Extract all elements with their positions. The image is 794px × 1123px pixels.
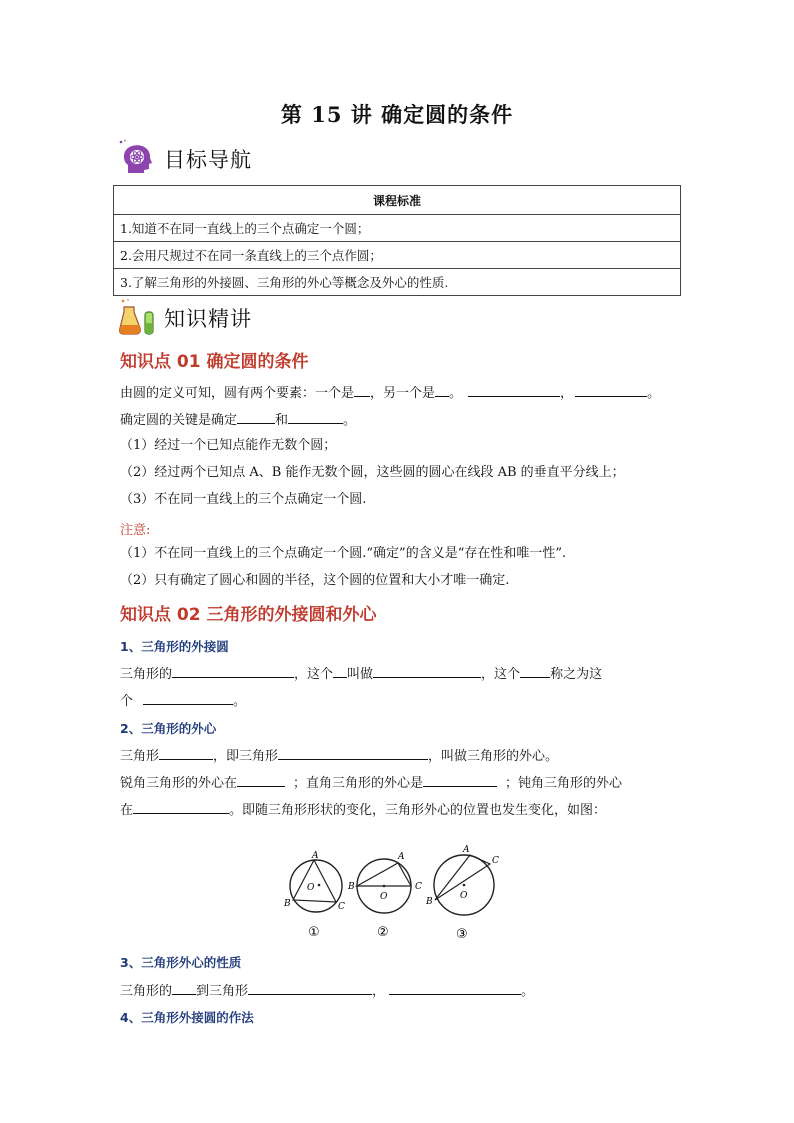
figure-label-1: ① bbox=[308, 925, 320, 940]
svg-text:O: O bbox=[307, 883, 315, 893]
table-header: 课程标准 bbox=[114, 186, 681, 215]
svg-text:C: C bbox=[338, 902, 345, 912]
kp2-circumcircle-definition: 三角形的 ，这个 叫做 ，这个 称之为这 bbox=[120, 667, 603, 682]
svg-text:O: O bbox=[380, 892, 388, 902]
kp2-circumcenter-position-cont: 在 。即随三角形形状的变化，三角形外心的位置也发生变化，如图： bbox=[120, 803, 607, 818]
svg-text:O: O bbox=[460, 891, 468, 901]
subsection-3-title: 3、三角形外心的性质 bbox=[120, 955, 242, 970]
svg-text:C: C bbox=[415, 882, 422, 892]
section-goals-header bbox=[118, 139, 252, 179]
svg-text:A: A bbox=[463, 845, 470, 855]
section-knowledge-label: 知识精讲 bbox=[164, 307, 252, 331]
svg-text:A: A bbox=[398, 852, 405, 862]
figure-label-2: ② bbox=[377, 925, 389, 940]
knowledge-point-2-title: 知识点 02 三角形的外接圆和外心 bbox=[120, 605, 377, 625]
kp1-paragraph-2: 确定圆的关键是确定 和 。 bbox=[120, 413, 357, 428]
kp1-paragraph-1: 由圆的定义可知，圆有两个要素：一个是 ，另一个是 。 ， 。 bbox=[120, 386, 661, 401]
kp2-circumcircle-definition-cont: 个 。 bbox=[120, 694, 247, 709]
figure-obtuse-triangle bbox=[425, 845, 499, 942]
table-row: 2.会用尺规过不在同一条直线上的三个点作圆； bbox=[114, 242, 681, 269]
subsection-4-title: 4、三角形外接圆的作法 bbox=[120, 1010, 254, 1025]
figure-right-triangle bbox=[347, 852, 422, 940]
figure-label-3: ③ bbox=[456, 927, 468, 942]
knowledge-point-1-title: 知识点 01 确定圆的条件 bbox=[120, 352, 309, 372]
note-2: （2）只有确定了圆心和圆的半径，这个圆的位置和大小才唯一确定. bbox=[120, 573, 510, 588]
svg-text:B: B bbox=[348, 882, 355, 892]
brain-icon bbox=[118, 139, 158, 179]
kp1-item-3: （3）不在同一直线上的三个点确定一个圆. bbox=[120, 492, 367, 507]
svg-text:B: B bbox=[426, 897, 433, 907]
kp1-item-2: （2）经过两个已知点 A、B 能作无数个圆，这些圆的圆心在线段 AB 的垂直平分线上； bbox=[120, 465, 625, 480]
kp2-circumcenter-definition: 三角形 ，即三角形 ，叫做三角形的外心。 bbox=[120, 749, 559, 764]
kp2-circumcenter-property: 三角形的 到三角形 ， 。 bbox=[120, 984, 535, 999]
curriculum-standard-table bbox=[113, 185, 681, 296]
note-label: 注意: bbox=[120, 523, 151, 538]
flask-icon bbox=[118, 298, 158, 338]
svg-text:C: C bbox=[492, 856, 499, 866]
subsection-1-title: 1、三角形的外接圆 bbox=[120, 639, 229, 654]
kp2-circumcenter-position: 锐角三角形的外心在 ；直角三角形的外心是 ；钝角三角形的外心 bbox=[120, 776, 623, 791]
figure-acute-triangle bbox=[283, 851, 345, 940]
section-goals-label: 目标导航 bbox=[164, 148, 252, 172]
page-title: 第 15 讲 确定圆的条件 bbox=[280, 102, 514, 127]
svg-text:A: A bbox=[312, 851, 319, 861]
kp1-item-1: （1）经过一个已知点能作无数个圆； bbox=[120, 438, 337, 453]
note-1: （1）不在同一直线上的三个点确定一个圆.“确定”的含义是“存在性和唯一性”. bbox=[120, 546, 567, 561]
svg-text:B: B bbox=[284, 899, 291, 909]
table-row: 3.了解三角形的外接圆、三角形的外心等概念及外心的性质. bbox=[114, 269, 681, 296]
table-row: 1.知道不在同一直线上的三个点确定一个圆； bbox=[114, 215, 681, 242]
section-knowledge-header bbox=[118, 298, 252, 338]
circumcenter-figure bbox=[280, 838, 510, 948]
subsection-2-title: 2、三角形的外心 bbox=[120, 721, 217, 736]
